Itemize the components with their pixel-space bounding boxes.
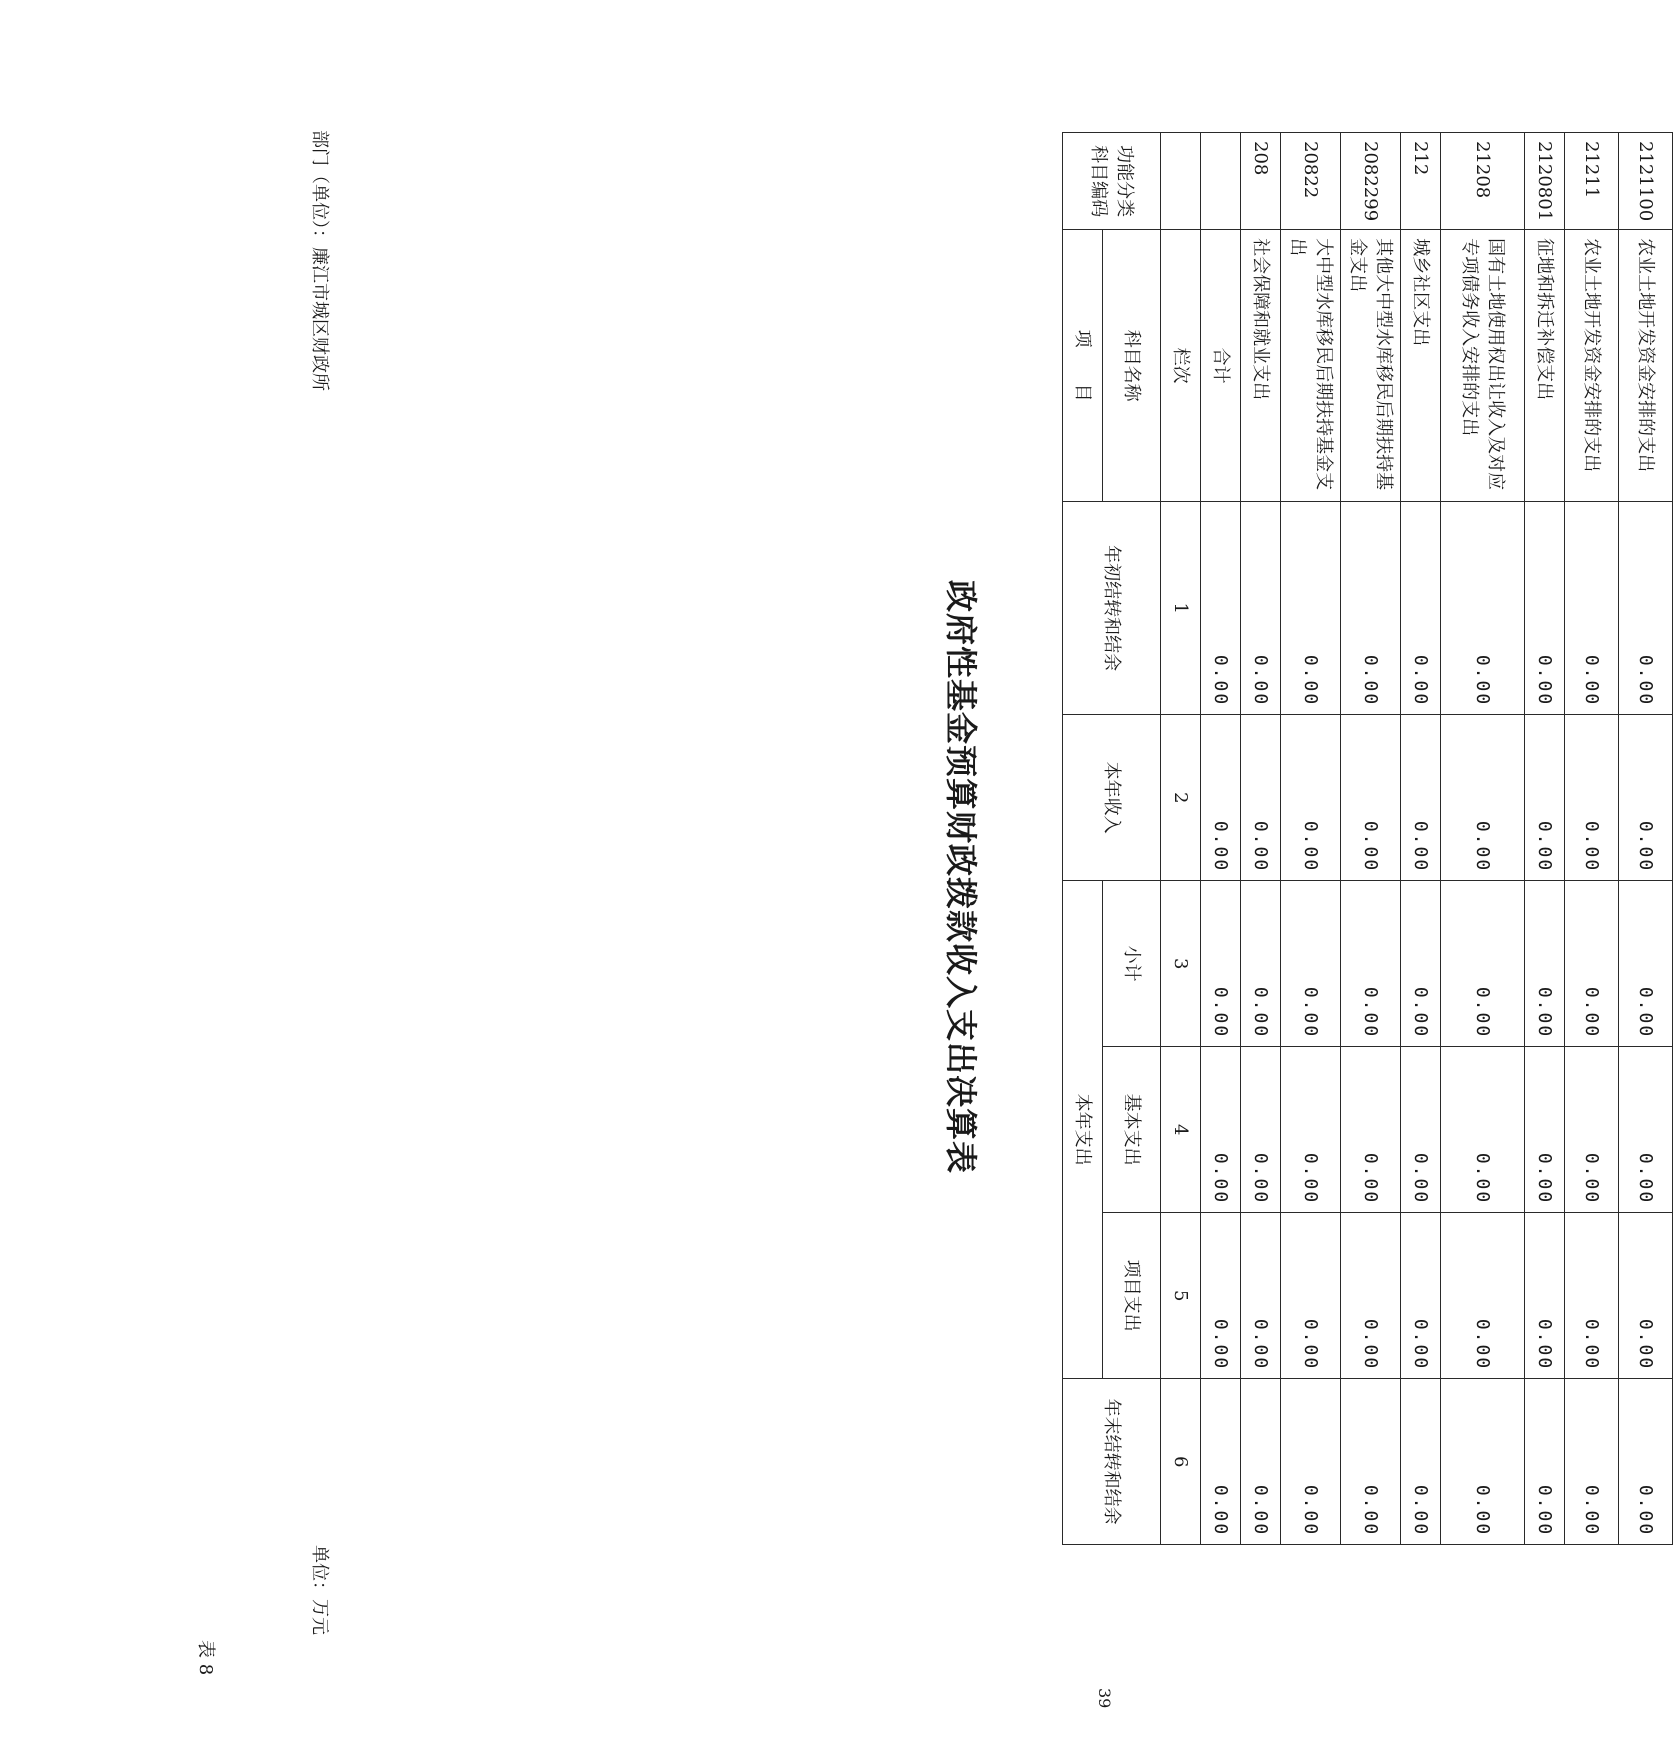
row-value-6: 0.00 — [1341, 1379, 1401, 1545]
row-value-1: 0.00 — [1341, 502, 1401, 715]
row-value-1: 0.00 — [1619, 502, 1673, 715]
row-value-1: 0.00 — [1281, 502, 1341, 715]
col3-header: 小计 — [1103, 881, 1161, 1047]
row-value-5: 0.00 — [1341, 1213, 1401, 1379]
row-code-cell: 2121100 — [1619, 133, 1673, 230]
row-value-1: 0.00 — [1525, 502, 1565, 715]
row-value-3: 0.00 — [1441, 881, 1525, 1047]
row-value-5: 0.00 — [1241, 1213, 1281, 1379]
table-row — [1441, 133, 1525, 1545]
row-value-6: 0.00 — [1525, 1379, 1565, 1545]
col6-header: 年末结转和结余 — [1063, 1379, 1161, 1545]
row-value-2: 0.00 — [1401, 715, 1441, 881]
row-value-6: 0.00 — [1619, 1379, 1673, 1545]
row-value-1: 0.00 — [1241, 502, 1281, 715]
col4-header: 基本支出 — [1103, 1047, 1161, 1213]
current-expense-group-header: 本年支出 — [1063, 881, 1103, 1379]
document-title: 政府性基金预算财政拨款收入支出决算表 — [942, 579, 980, 1174]
row-value-5: 0.00 — [1441, 1213, 1525, 1379]
department-line — [308, 130, 334, 391]
table-row — [1341, 133, 1401, 1545]
row-value-4: 0.00 — [1341, 1047, 1401, 1213]
unit-label: 单位：万元 — [309, 1545, 330, 1635]
row-name-cell: 大中型水库移民后期扶持基金支出 — [1281, 230, 1341, 502]
row-value-2: 0.00 — [1619, 715, 1673, 881]
row-value-5: 0.00 — [1565, 1213, 1619, 1379]
row-value-2: 0.00 — [1241, 715, 1281, 881]
row-value-4: 0.00 — [1441, 1047, 1525, 1213]
table-row — [1565, 133, 1619, 1545]
row-value-3: 0.00 — [1281, 881, 1341, 1047]
row-value-3: 0.00 — [1619, 881, 1673, 1047]
row-value-2: 0.00 — [1281, 715, 1341, 881]
row-value-5: 0.00 — [1281, 1213, 1341, 1379]
code-header: 功能分类科目编码 — [1063, 133, 1161, 230]
row-code-cell: 21208 — [1441, 133, 1525, 230]
row-name-cell: 国有土地使用权出让收入及对应专项债务收入安排的支出 — [1441, 230, 1525, 502]
col1-header: 年初结转和结余 — [1063, 502, 1161, 715]
column-number-4: 4 — [1161, 1047, 1201, 1213]
row-value-2: 0.00 — [1525, 715, 1565, 881]
total-value-4: 0.00 — [1201, 1047, 1241, 1213]
row-value-5: 0.00 — [1525, 1213, 1565, 1379]
subject-name-header: 科目名称 — [1103, 230, 1161, 502]
row-value-6: 0.00 — [1565, 1379, 1619, 1545]
row-code-cell: 20822 — [1281, 133, 1341, 230]
department-name: 廉江市城区财政所 — [309, 247, 330, 391]
row-value-1: 0.00 — [1565, 502, 1619, 715]
row-value-3: 0.00 — [1401, 881, 1441, 1047]
total-row — [1201, 133, 1241, 1545]
row-name-cell: 征地和拆迁补偿支出 — [1525, 230, 1565, 502]
row-value-2: 0.00 — [1565, 715, 1619, 881]
row-value-3: 0.00 — [1241, 881, 1281, 1047]
total-value-1: 0.00 — [1201, 502, 1241, 715]
row-code-cell: 21211 — [1565, 133, 1619, 230]
row-value-3: 0.00 — [1341, 881, 1401, 1047]
row-name-cell: 其他大中型水库移民后期扶持基金支出 — [1341, 230, 1401, 502]
total-value-2: 0.00 — [1201, 715, 1241, 881]
table-row — [1241, 133, 1281, 1545]
header-row-1 — [1063, 133, 1103, 1545]
col2-header: 本年收入 — [1063, 715, 1161, 881]
column-number-5: 5 — [1161, 1213, 1201, 1379]
row-value-4: 0.00 — [1241, 1047, 1281, 1213]
project-header: 项 目 — [1063, 230, 1103, 502]
row-code-cell: 212 — [1401, 133, 1441, 230]
row-label-cell: 栏次 — [1161, 230, 1201, 502]
row-code-cell: 208 — [1241, 133, 1281, 230]
table-row — [1619, 133, 1673, 1545]
row-value-3: 0.00 — [1525, 881, 1565, 1047]
row-name-cell: 农业土地开发资金安排的支出 — [1619, 230, 1673, 502]
total-label-cell: 合计 — [1201, 230, 1241, 502]
row-code-cell: 2120801 — [1525, 133, 1565, 230]
page-number: 39 — [1095, 1688, 1114, 1709]
total-value-6: 0.00 — [1201, 1379, 1241, 1545]
row-value-6: 0.00 — [1281, 1379, 1341, 1545]
row-value-4: 0.00 — [1565, 1047, 1619, 1213]
total-code-cell — [1201, 133, 1241, 230]
table-number-label: 表 8 — [195, 1640, 216, 1676]
total-value-5: 0.00 — [1201, 1213, 1241, 1379]
row-name-cell: 城乡社区支出 — [1401, 230, 1441, 502]
row-code-cell: 2082299 — [1341, 133, 1401, 230]
row-value-4: 0.00 — [1281, 1047, 1341, 1213]
row-name-cell: 社会保障和就业支出 — [1241, 230, 1281, 502]
department-label: 部门（单位）： — [309, 130, 330, 247]
column-number-blank — [1161, 133, 1201, 230]
row-value-1: 0.00 — [1401, 502, 1441, 715]
row-value-4: 0.00 — [1401, 1047, 1441, 1213]
row-value-6: 0.00 — [1401, 1379, 1441, 1545]
row-name-cell: 农业土地开发资金安排的支出 — [1565, 230, 1619, 502]
column-number-3: 3 — [1161, 881, 1201, 1047]
col5-header: 项目支出 — [1103, 1213, 1161, 1379]
row-value-2: 0.00 — [1341, 715, 1401, 881]
row-value-5: 0.00 — [1619, 1213, 1673, 1379]
column-number-1: 1 — [1161, 502, 1201, 715]
row-value-6: 0.00 — [1241, 1379, 1281, 1545]
table-row — [1281, 133, 1341, 1545]
column-number-6: 6 — [1161, 1379, 1201, 1545]
row-value-3: 0.00 — [1565, 881, 1619, 1047]
row-value-5: 0.00 — [1401, 1213, 1441, 1379]
row-value-1: 0.00 — [1441, 502, 1525, 715]
budget-table — [1062, 132, 1673, 1545]
row-value-4: 0.00 — [1619, 1047, 1673, 1213]
row-value-4: 0.00 — [1525, 1047, 1565, 1213]
row-value-2: 0.00 — [1441, 715, 1525, 881]
column-number-row — [1161, 133, 1201, 1545]
table-row — [1401, 133, 1441, 1545]
total-value-3: 0.00 — [1201, 881, 1241, 1047]
row-value-6: 0.00 — [1441, 1379, 1525, 1545]
column-number-2: 2 — [1161, 715, 1201, 881]
table-row — [1525, 133, 1565, 1545]
